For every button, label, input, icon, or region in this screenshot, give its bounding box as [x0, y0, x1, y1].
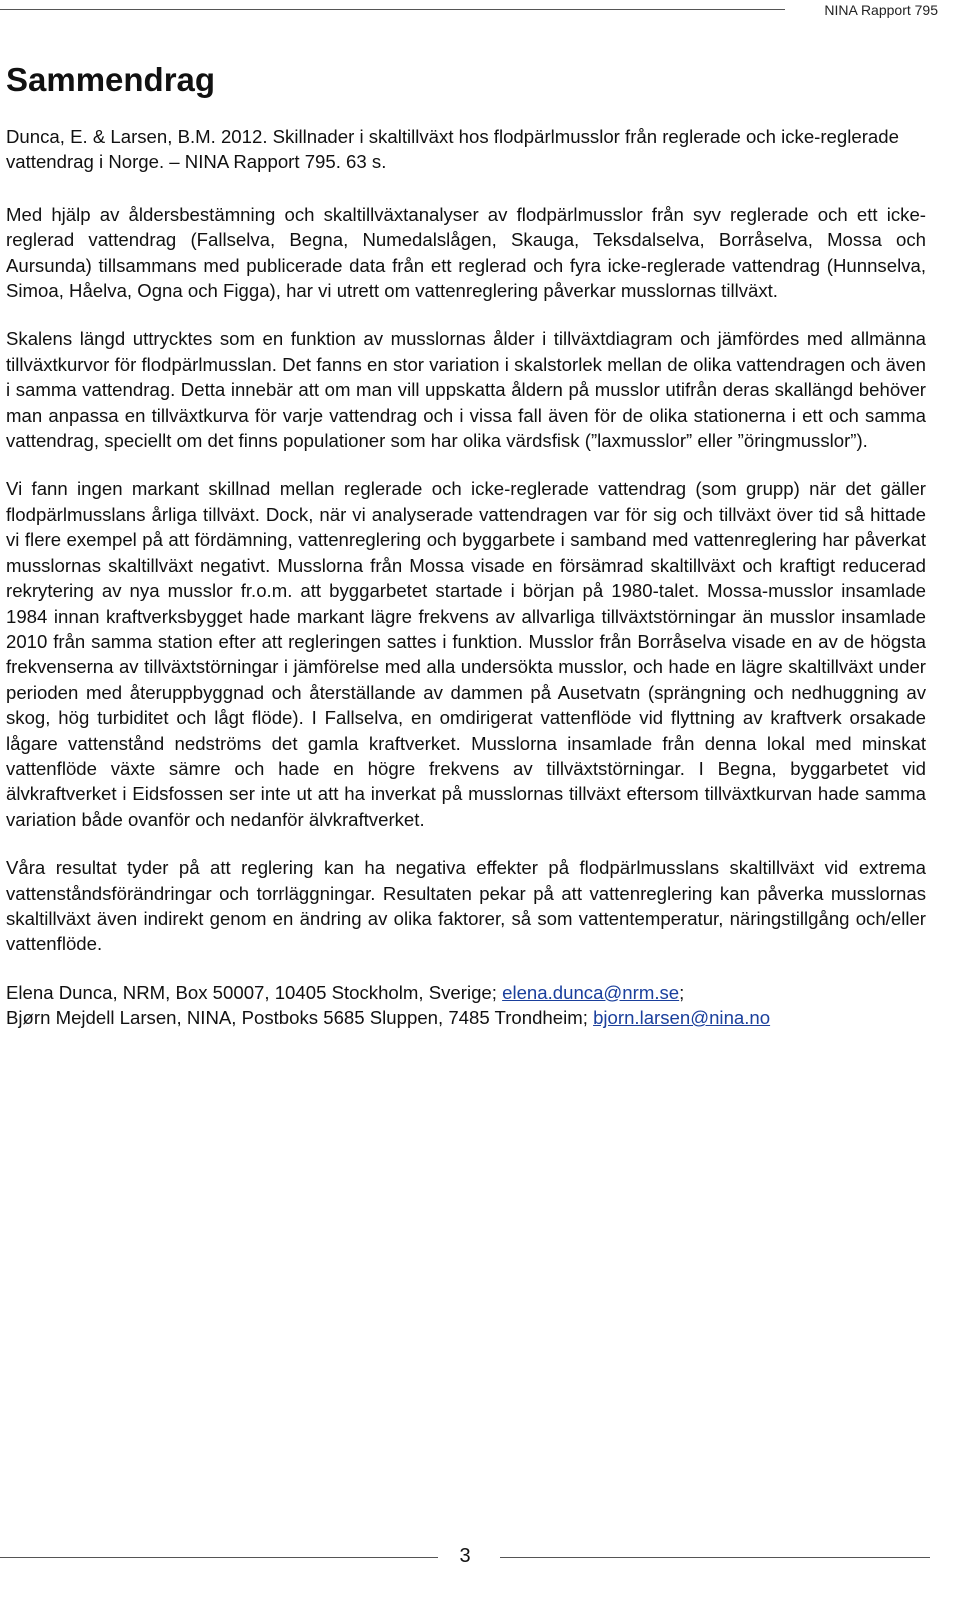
paragraph-conclusions: Våra resultat tyder på att reglering kan ha negativa effekter på flodpärlmusslans skaltillväxt vid extrema vattenståndsförändringar och torrläggningar. Resultaten pekar på att vattenreglering kan påverka musslornas skaltillväxt även indirekt genom en ändring av olika faktorer, så som vattentemperatur, näringstillgång och/eller vattenflöde. — [6, 857, 926, 955]
contact-dunca-address: Elena Dunca, NRM, Box 50007, 10405 Stockholm, Sverige; — [6, 981, 503, 1003]
contact-larsen — [6, 1005, 926, 1030]
header-rule — [0, 9, 785, 10]
contact-dunca — [6, 980, 926, 1005]
email-link-dunca[interactable]: elena.dunca@nrm.se — [502, 981, 680, 1003]
summary-content — [6, 56, 926, 1054]
report-label: NINA Rapport 795 — [824, 2, 938, 18]
paragraph-methods: Med hjälp av åldersbestämning och skaltillväxtanalyser av flodpärlmusslor från syv reglerade och ett icke-reglerad vattendrag (Fallselva, Begna, Numedalslågen, Skauga, Teksdalselva, Borråselva, Mossa och Aursunda) tillsammans med publicerade data från ett reglerad och fyra icke-reglerade vattendrag (Hunnselva, Simoa, Håelva, Ogna och Figga), har vi utrett om vattenreglering påverkar musslornas tillväxt. — [6, 203, 926, 302]
contact-block — [6, 980, 926, 1031]
footer-rule-right — [500, 1557, 930, 1558]
paragraph-findings: Vi fann ingen markant skillnad mellan reglerade och icke-reglerade vattendrag (som grupp) när det gäller flodpärlmusslans årliga tillväxt. Dock, när vi analyserade vattendragen var för sig och tillväxt över tid så hittade vi flere exempel på att fördämning, vattenreglering och byggarbete i samband med vattenreglering har påverkat musslornas skaltillväxt negativt. Musslorna från Mossa visade en försämrad skaltillväxt och kraftigt reducerad rekrytering av nya musslor fr.o.m. att byggarbetet startade i början på 1980-talet. Mossa-musslor insamlade 1984 innan kraftverksbygget hade markant lägre frekvens av allvarliga tillväxtstörningar än musslor insamlade 2010 från samma station efter att regleringen sattes i funktion. Musslor från Borråselva visade en av de högsta frekvenserna av tillväxtstörningar i jämförelse med alla undersökta musslor, och hade en lägre skaltillväxt under perioden med återuppbyggnad och återställande av dammen på Ausetvatn (sprängning och nedhuggning av skog, hög turbiditet och lågt flöde). I Fallselva, en omdirigerat vattenflöde vid flyttning av kraftverk orsakade lågare vattenstånd nedströms det gamla kraftverket. Musslorna insamlade från denna lokal med minskat vattenflöde växte sämre och hade en högre frekvens av tillväxtstörningar. I Begna, byggarbetet vid älvkraftverket i Eidsfossen ser inte ut att ha inverkat på musslornas tillväxt eftersom tillväxtkurvan hade samma variation både ovanför och nedanför älvkraftverket. — [6, 478, 926, 830]
email-link-larsen[interactable]: bjorn.larsen@nina.no — [593, 1007, 771, 1029]
paragraph-growth-curves: Skalens längd uttrycktes som en funktion av musslornas ålder i tillväxtdiagram och jämfördes med allmänna tillväxtkurvor för flodpärlmusslan. Det fanns en stor variation i skalstorlek mellan de olika vattendragen och även i samma vattendrag. Detta innebär att om man vill uppskatta åldern på musslor utifrån deras skallängd behöver man anpassa en tillväxtkurva för varje vattendrag och i vissa fall även för de olika stationerna i ett och samma vattendrag, speciellt om det finns populationer som har olika värdsfisk (”laxmusslor” eller ”öringmusslor”). — [6, 328, 926, 452]
contact-dunca-suffix: ; — [679, 981, 685, 1003]
footer-rule-left — [0, 1557, 438, 1558]
page-number: 3 — [459, 1545, 471, 1567]
citation: Dunca, E. & Larsen, B.M. 2012. Skillnader i skaltillväxt hos flodpärlmusslor från reglerade och icke-reglerade vattendrag i Norge. – NINA Rapport 795. 63 s. — [6, 126, 899, 173]
page-title: Sammendrag — [6, 61, 216, 98]
contact-larsen-address: Bjørn Mejdell Larsen, NINA, Postboks 5685 Sluppen, 7485 Trondheim; — [6, 1007, 594, 1029]
